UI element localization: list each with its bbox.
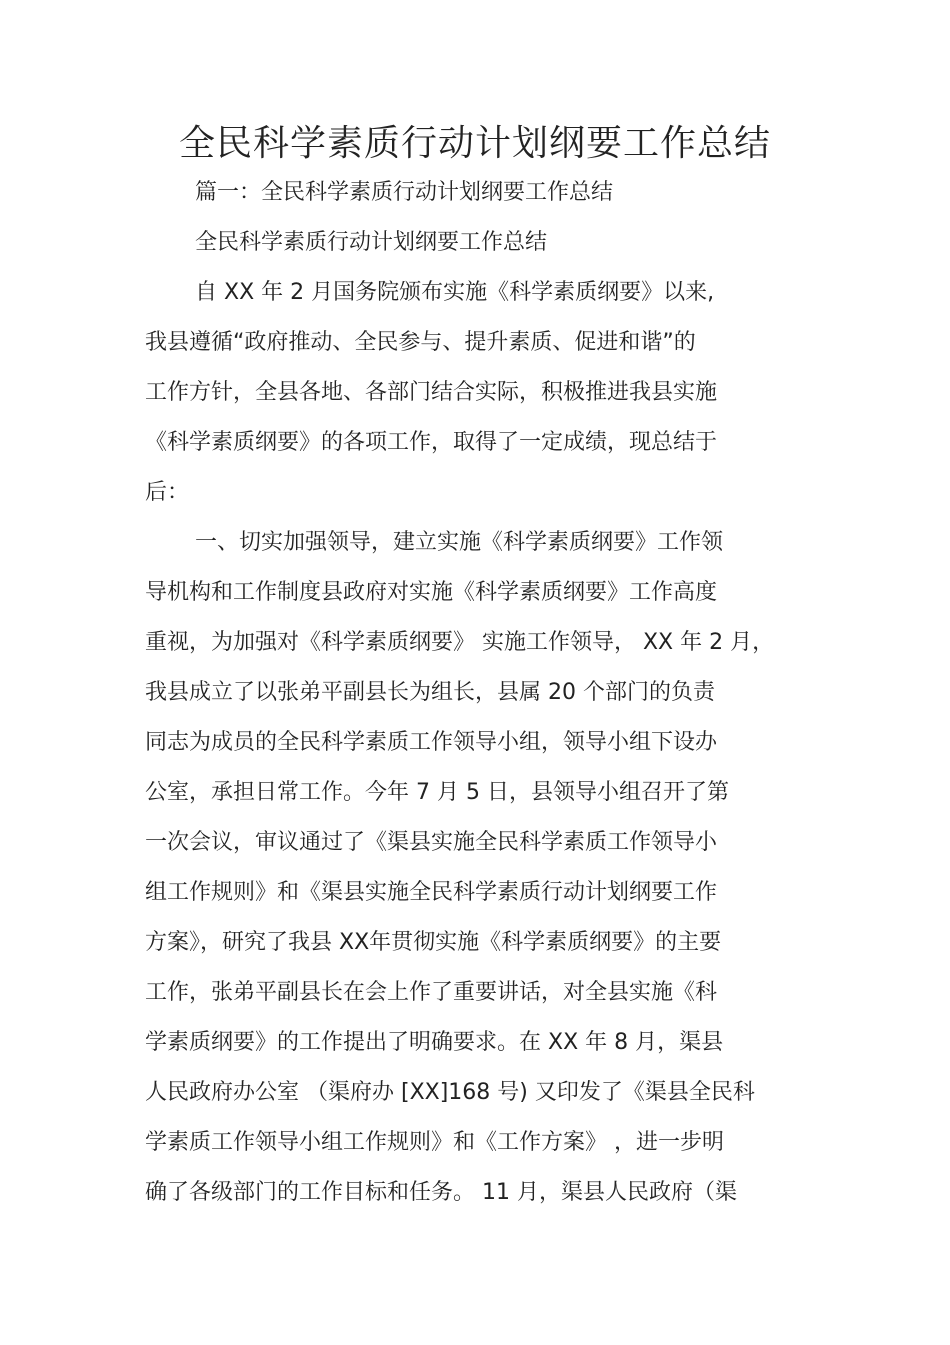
paragraph-line: 我县遵循“政府推动、全民参与、提升素质、促进和谐”的 (145, 330, 696, 355)
paragraph-line: 《科学素质纲要》的各项工作，取得了一定成绩，现总结于 (145, 430, 718, 455)
paragraph-line: 导机构和工作制度县政府对实施《科学素质纲要》工作高度 (145, 580, 718, 605)
paragraph-line: 重视，为加强对《科学素质纲要》 实施工作领导， XX 年 2 月， (145, 630, 775, 655)
paragraph-line: 人民政府办公室 （渠府办 [XX]168 号) 又印发了《渠县全民科 (145, 1080, 755, 1105)
paragraph-line: 自 XX 年 2 月国务院颁布实施《科学素质纲要》以来, (195, 280, 715, 305)
document-title: 全民科学素质行动计划纲要工作总结 (178, 123, 771, 164)
paragraph-line: 工作方针，全县各地、各部门结合实际，积极推进我县实施 (145, 380, 718, 405)
paragraph-line: 一次会议，审议通过了《渠县实施全民科学素质工作领导小 (145, 830, 718, 855)
paragraph-line: 同志为成员的全民科学素质工作领导小组，领导小组下设办 (145, 730, 718, 755)
paragraph-line: 后： (145, 480, 190, 505)
paragraph-line: 组工作规则》和《渠县实施全民科学素质行动计划纲要工作 (145, 880, 718, 905)
paragraph-line: 公室，承担日常工作。今年 7 月 5 日，县领导小组召开了第 (145, 780, 729, 805)
paragraph-line: 学素质工作领导小组工作规则》和《工作方案》 ，进一步明 (145, 1130, 724, 1155)
paragraph-line: 学素质纲要》的工作提出了明确要求。在 XX 年 8 月，渠县 (145, 1030, 724, 1055)
sub-heading: 全民科学素质行动计划纲要工作总结 (195, 230, 548, 255)
section-heading: 篇一：全民科学素质行动计划纲要工作总结 (195, 180, 614, 205)
paragraph-line: 方案》，研究了我县 XX年贯彻实施《科学素质纲要》的主要 (145, 930, 722, 955)
paragraph-line: 确了各级部门的工作目标和任务。 11 月，渠县人民政府（渠 (145, 1180, 737, 1205)
paragraph-line: 我县成立了以张弟平副县长为组长，县属 20 个部门的负责 (145, 680, 715, 705)
paragraph-line: 一、切实加强领导，建立实施《科学素质纲要》工作领 (195, 530, 724, 555)
paragraph-line: 工作，张弟平副县长在会上作了重要讲话，对全县实施《科 (145, 980, 718, 1005)
